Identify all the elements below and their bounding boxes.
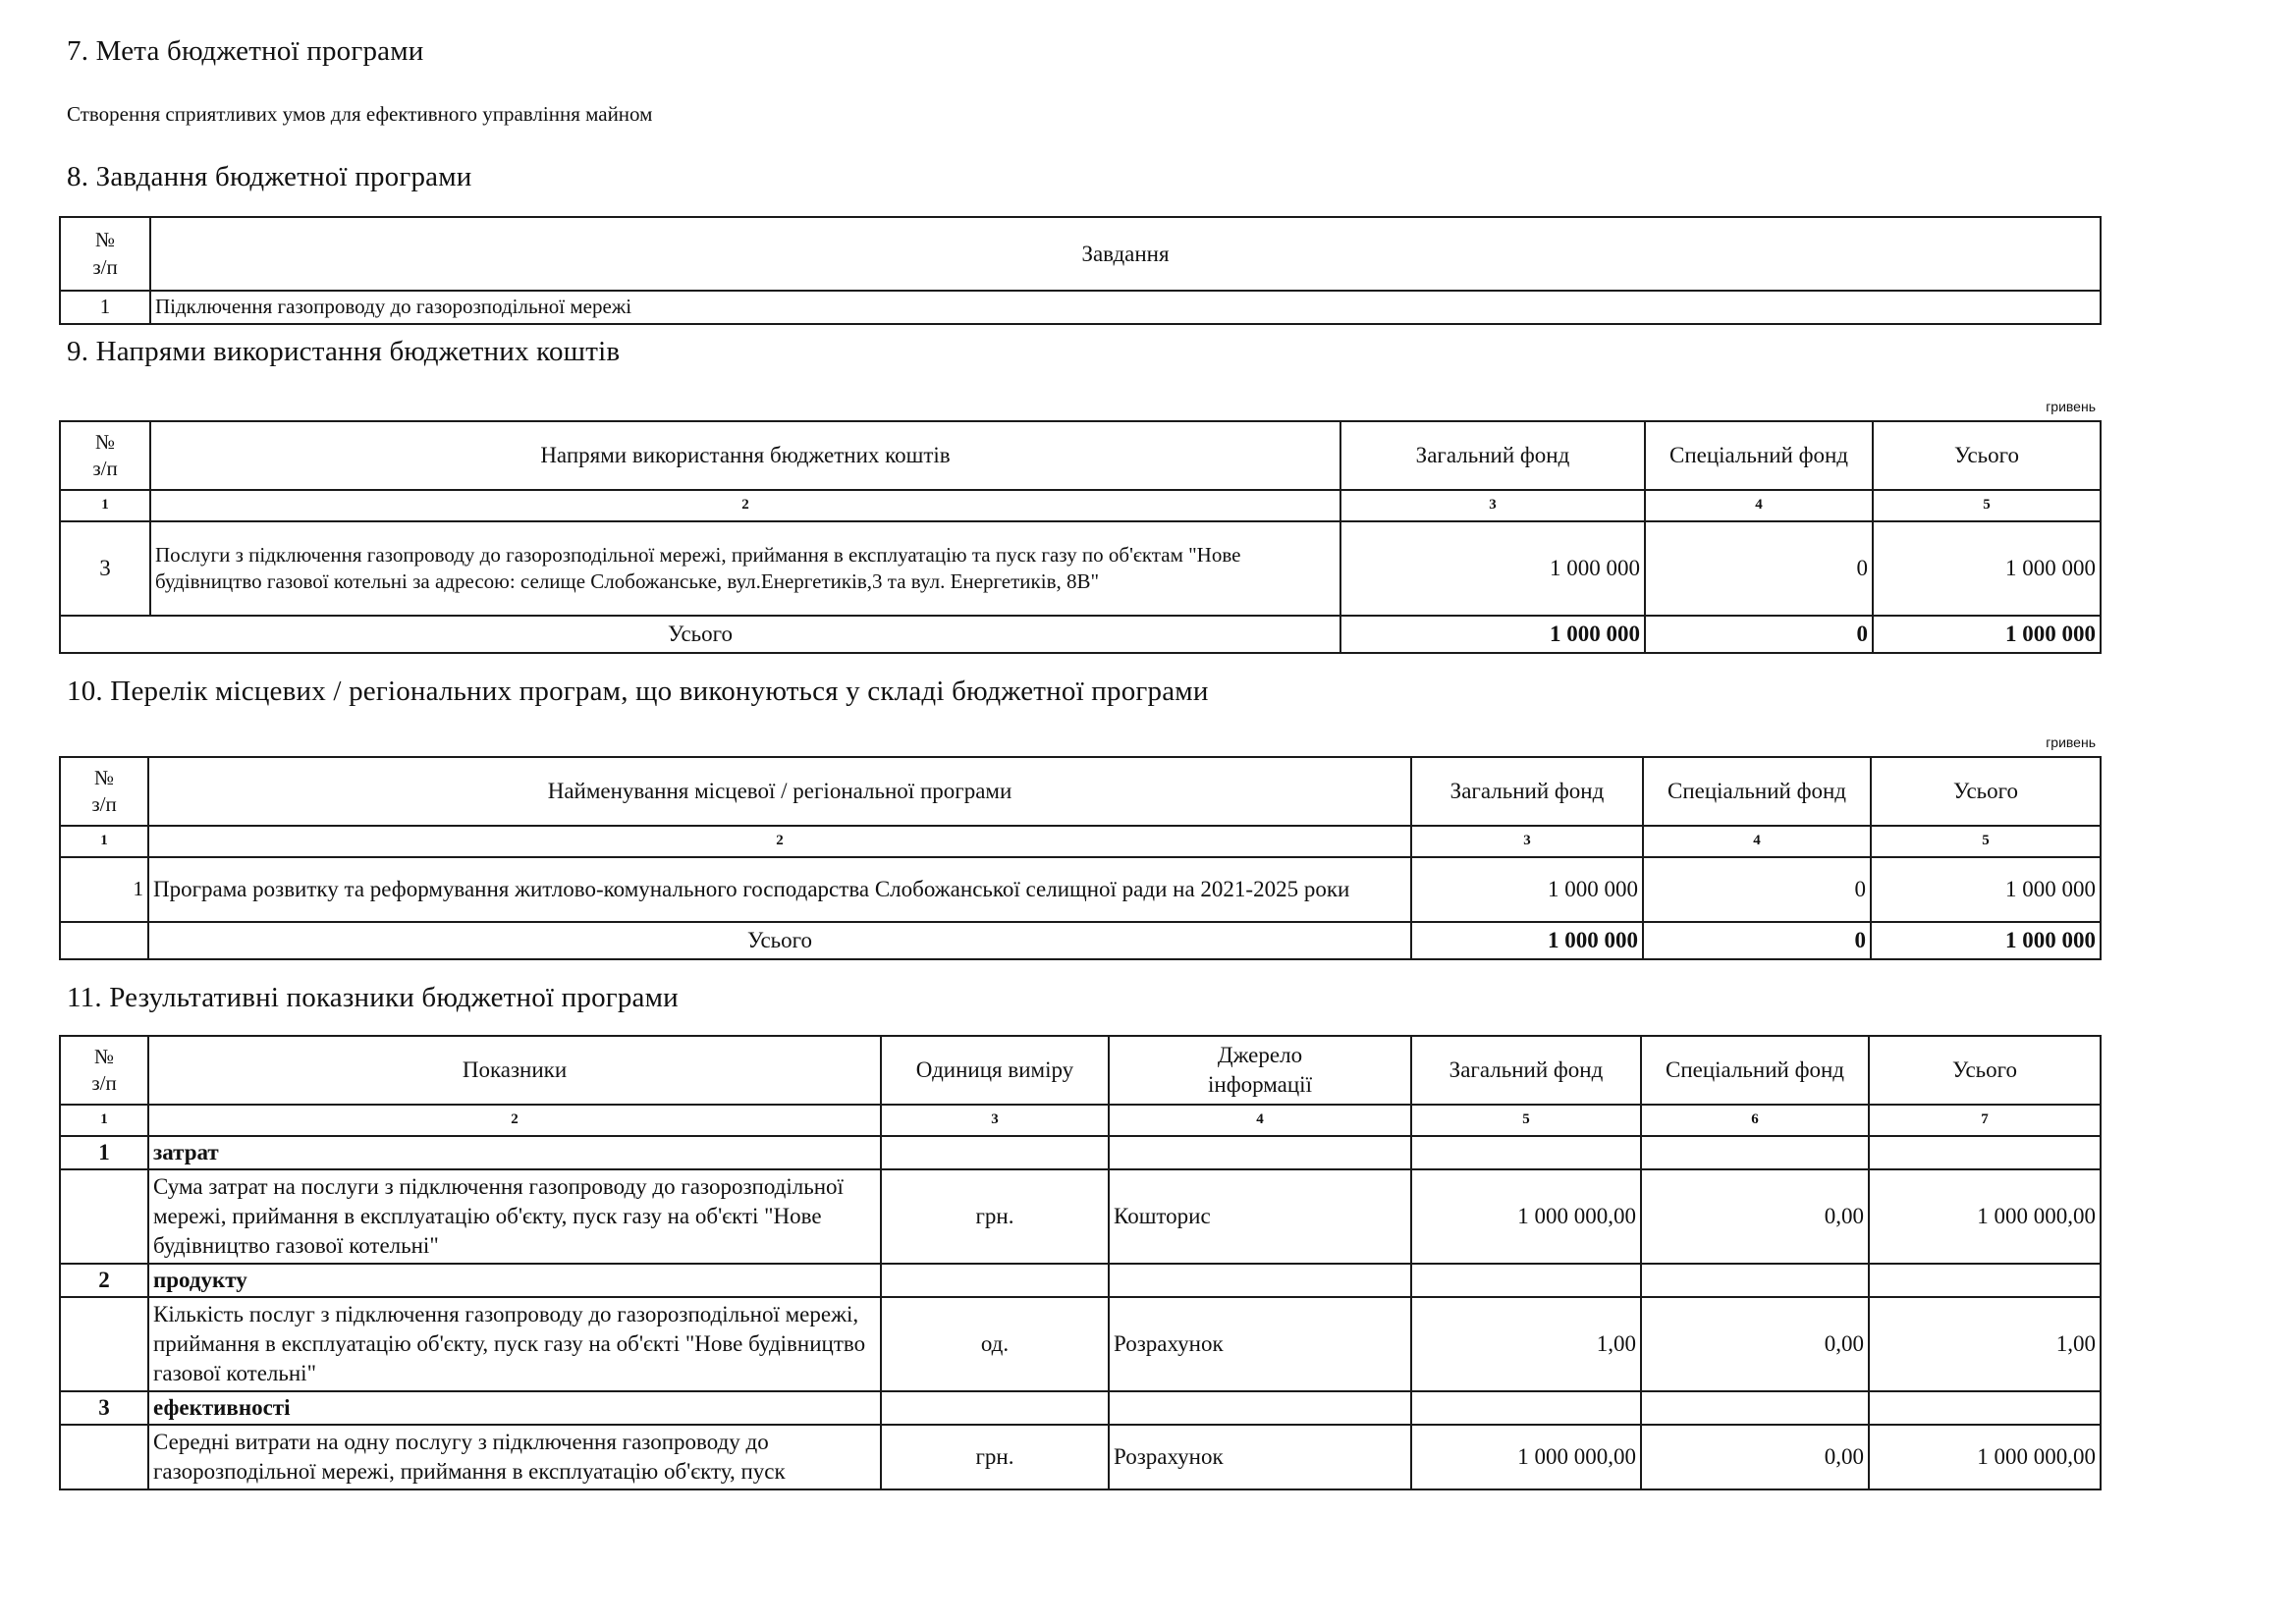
col-number: 2 [150,490,1340,521]
total-total: 1 000 000 [1871,922,2101,959]
group-name: ефективності [148,1391,881,1425]
section-9-title: 9. Напрями використання бюджетних коштів [67,336,621,367]
empty-cell [1641,1391,1869,1425]
indicator-row [60,1425,2101,1489]
section-7-text: Створення сприятливих умов для ефективного управління майном [67,102,653,126]
empty-cell [1869,1391,2101,1425]
col-header-number: № з/п [60,217,150,291]
section-9-unit: гривень [2046,399,2096,414]
indicator-text: Кількість послуг з підключення газопроводу до газорозподільної мережі, приймання в експлуатацію об'єкту, пуск газу на об'єкті "Нове будівництво газової котельні" [148,1297,881,1391]
col-header-general-fund: Загальний фонд [1411,1036,1641,1105]
indicator-total: 1 000 000,00 [1869,1425,2101,1489]
total-row [60,922,2101,959]
group-number: 3 [60,1391,148,1425]
indicator-total: 1 000 000,00 [1869,1169,2101,1264]
row-general-fund: 1 000 000 [1411,857,1643,922]
section-11-title: 11. Результативні показники бюджетної програми [67,982,679,1013]
empty-cell [1641,1264,1869,1297]
col-number: 1 [60,826,148,857]
empty-cell [1411,1264,1641,1297]
indicator-unit: грн. [881,1169,1109,1264]
group-number: 1 [60,1136,148,1169]
indicator-source: Розрахунок [1109,1297,1411,1391]
col-header-total: Усього [1869,1036,2101,1105]
section-7-title: 7. Мета бюджетної програми [67,35,424,67]
col-header-special-fund: Спеціальний фонд [1645,421,1873,490]
col-number: 5 [1411,1105,1641,1136]
empty-cell [1641,1136,1869,1169]
row-number: 3 [60,521,150,616]
table-header-row [60,217,2101,291]
group-row [60,1264,2101,1297]
total-special-fund: 0 [1643,922,1871,959]
col-header-general-fund: Загальний фонд [1411,757,1643,826]
col-number: 5 [1871,826,2101,857]
table-header-row [60,1036,2101,1105]
col-header-source: Джерело інформації [1109,1036,1411,1105]
col-header-total: Усього [1871,757,2101,826]
indicator-total: 1,00 [1869,1297,2101,1391]
indicator-source: Розрахунок [1109,1425,1411,1489]
empty-cell [60,1425,148,1489]
col-header-task: Завдання [150,217,2101,291]
col-number: 5 [1873,490,2101,521]
col-number: 3 [881,1105,1109,1136]
indicator-unit: од. [881,1297,1109,1391]
col-number: 4 [1109,1105,1411,1136]
empty-cell [1109,1136,1411,1169]
col-header-program-name: Найменування місцевої / регіональної програми [148,757,1411,826]
total-general-fund: 1 000 000 [1340,616,1645,653]
total-special-fund: 0 [1645,616,1873,653]
empty-cell [1869,1264,2101,1297]
row-general-fund: 1 000 000 [1340,521,1645,616]
table-header-row [60,757,2101,826]
col-header-number: № з/п [60,757,148,826]
directions-table [59,420,2102,654]
empty-cell [1411,1136,1641,1169]
row-special-fund: 0 [1645,521,1873,616]
col-header-direction: Напрями використання бюджетних коштів [150,421,1340,490]
col-number: 1 [60,1105,148,1136]
indicators-table [59,1035,2102,1490]
empty-cell [60,1169,148,1264]
group-row [60,1391,2101,1425]
row-number: 1 [60,857,148,922]
section-10-unit: гривень [2046,734,2096,750]
indicator-general-fund: 1 000 000,00 [1411,1169,1641,1264]
indicator-text: Сума затрат на послуги з підключення газопроводу до газорозподільної мережі, приймання в експлуатацію об'єкту, пуск газу на об'єкті "Нове будівництво газової котельні" [148,1169,881,1264]
total-label: Усього [60,616,1340,653]
col-number: 3 [1340,490,1645,521]
col-number: 1 [60,490,150,521]
tasks-table [59,216,2102,325]
empty-cell [881,1136,1109,1169]
total-total: 1 000 000 [1873,616,2101,653]
col-number: 6 [1641,1105,1869,1136]
group-row [60,1136,2101,1169]
col-number: 4 [1643,826,1871,857]
table-row [60,521,2101,616]
empty-cell [1411,1391,1641,1425]
group-number: 2 [60,1264,148,1297]
column-number-row [60,826,2101,857]
indicator-general-fund: 1 000 000,00 [1411,1425,1641,1489]
col-header-indicators: Показники [148,1036,881,1105]
col-header-general-fund: Загальний фонд [1340,421,1645,490]
indicator-source: Кошторис [1109,1169,1411,1264]
table-header-row [60,421,2101,490]
col-number: 7 [1869,1105,2101,1136]
indicator-general-fund: 1,00 [1411,1297,1641,1391]
empty-cell [881,1391,1109,1425]
empty-cell [1869,1136,2101,1169]
indicator-row [60,1169,2101,1264]
programs-table [59,756,2102,960]
col-header-number: № з/п [60,421,150,490]
indicator-text: Середні витрати на одну послугу з підключення газопроводу до газорозподільної мережі, приймання в експлуатацію об'єкту, пуск [148,1425,881,1489]
group-name: продукту [148,1264,881,1297]
indicator-row [60,1297,2101,1391]
indicator-unit: грн. [881,1425,1109,1489]
empty-cell [1109,1264,1411,1297]
section-8-title: 8. Завдання бюджетної програми [67,161,472,192]
col-number: 2 [148,1105,881,1136]
empty-cell [60,1297,148,1391]
group-name: затрат [148,1136,881,1169]
row-total: 1 000 000 [1873,521,2101,616]
col-header-special-fund: Спеціальний фонд [1643,757,1871,826]
row-total: 1 000 000 [1871,857,2101,922]
table-row [60,291,2101,324]
column-number-row [60,490,2101,521]
row-direction: Послуги з підключення газопроводу до газорозподільної мережі, приймання в експлуатацію та пуск газу по об'єктам "Нове будівництво газової котельні за адресою: селище Слобожанське, вул.Енергетиків,3 та вул. Енергетиків, 8В" [150,521,1340,616]
total-general-fund: 1 000 000 [1411,922,1643,959]
col-number: 3 [1411,826,1643,857]
table-row [60,857,2101,922]
row-number: 1 [60,291,150,324]
col-number: 4 [1645,490,1873,521]
row-task: Підключення газопроводу до газорозподільної мережі [150,291,2101,324]
col-header-total: Усього [1873,421,2101,490]
row-program-name: Програма розвитку та реформування житлово-комунального господарства Слобожанської селищної ради на 2021-2025 роки [148,857,1411,922]
indicator-special-fund: 0,00 [1641,1425,1869,1489]
col-number: 2 [148,826,1411,857]
column-number-row [60,1105,2101,1136]
indicator-special-fund: 0,00 [1641,1169,1869,1264]
col-header-special-fund: Спеціальний фонд [1641,1036,1869,1105]
col-header-number: № з/п [60,1036,148,1105]
total-label: Усього [148,922,1411,959]
empty-cell [881,1264,1109,1297]
total-row [60,616,2101,653]
section-10-title: 10. Перелік місцевих / регіональних програм, що виконуються у складі бюджетної програми [67,676,1209,707]
col-header-unit: Одиниця виміру [881,1036,1109,1105]
indicator-special-fund: 0,00 [1641,1297,1869,1391]
total-empty-cell [60,922,148,959]
empty-cell [1109,1391,1411,1425]
row-special-fund: 0 [1643,857,1871,922]
